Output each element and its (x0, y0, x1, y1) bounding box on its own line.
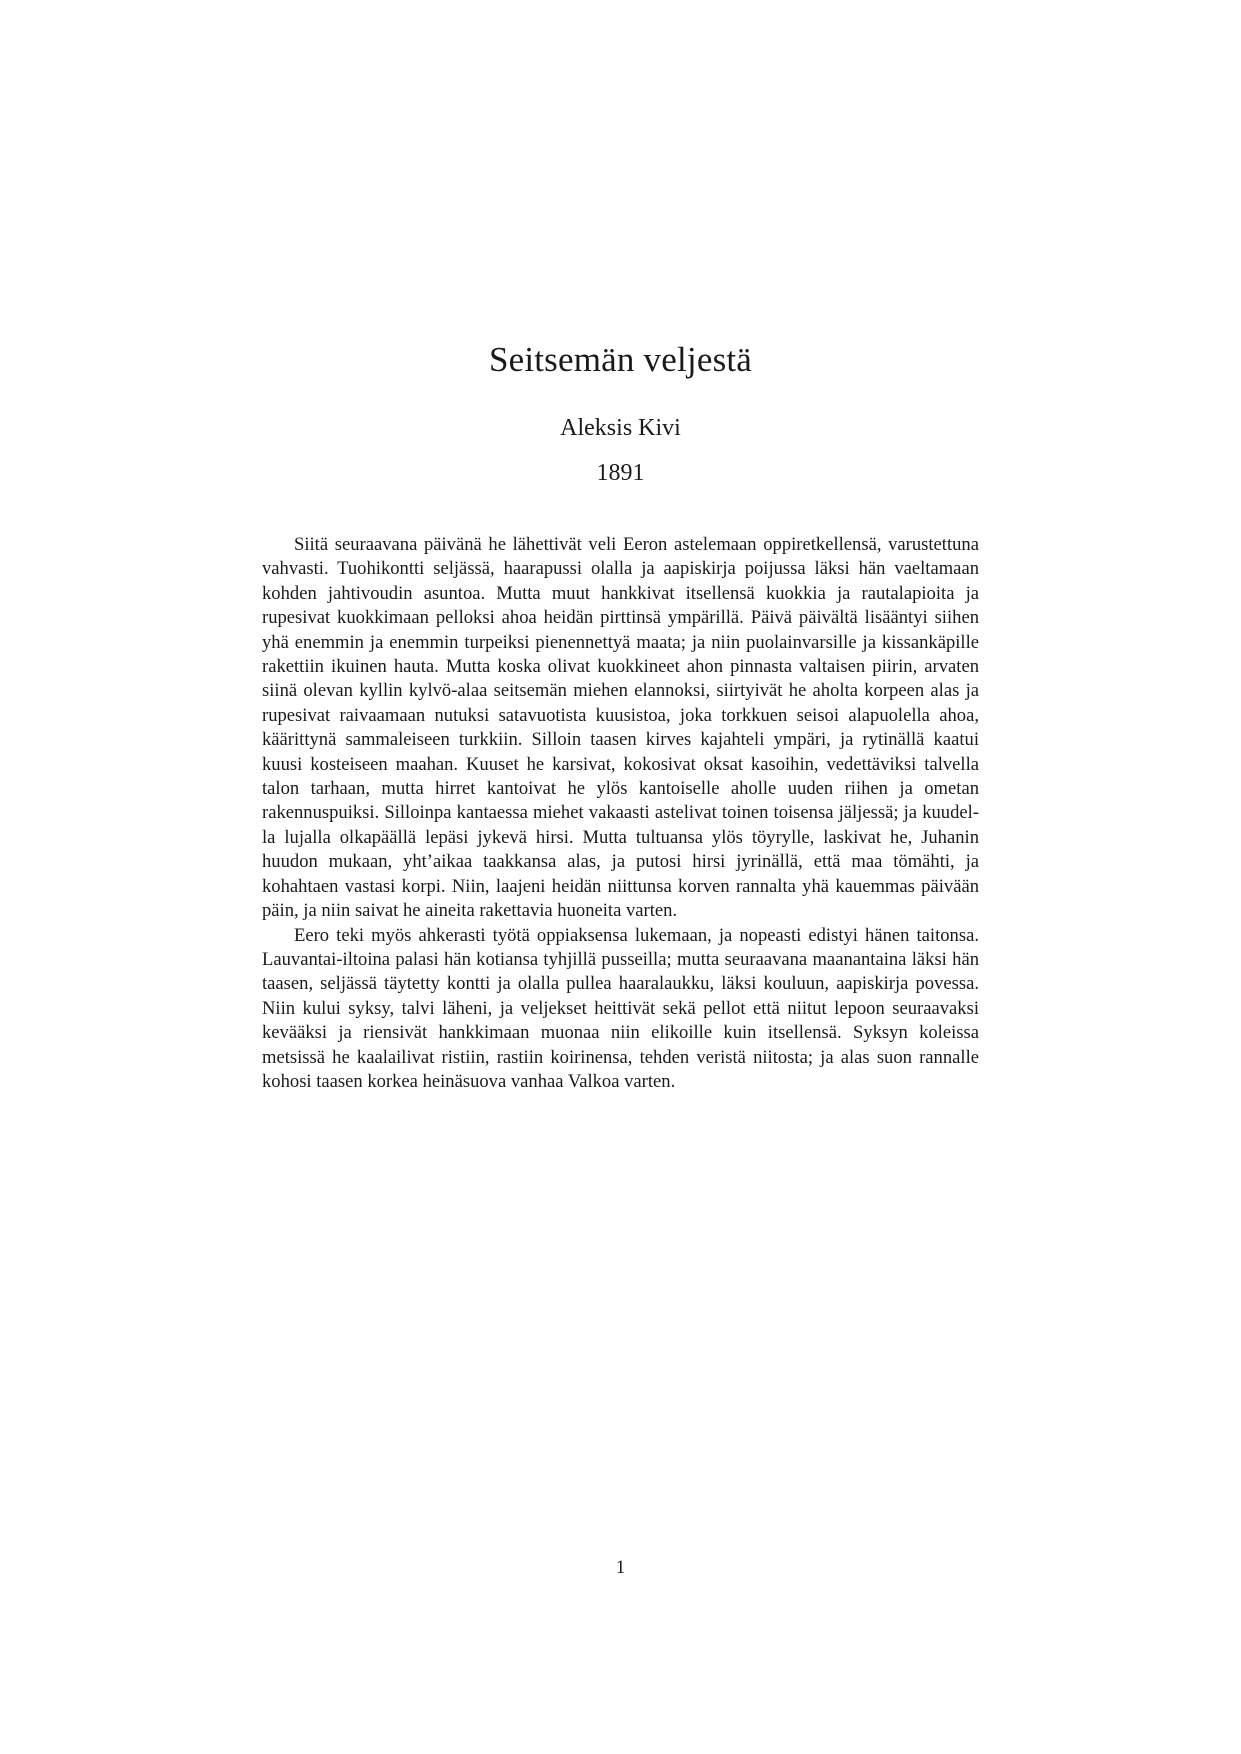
paragraph: Eero teki myös ahkerasti työtä oppiaksensa lukemaan, ja nopeasti edistyi hänen taitonsa. Lauvantai-iltoina palasi hän kotiansa tyhjillä pusseilla; mutta seuraavana maanantaina läksi hän taasen, seljässä täytetty kontti ja olalla pullea haaralaukku, läksi kouluun, aapiskirja povessa. Niin kului syksy, talvi läheni, ja veljekset heittivät sekä pellot että niitut lepoon seuraavaksi kevääksi ja riensivät hankkimaan muonaa niin elikoille kuin itsellensä. Syksyn koleissa metsissä he kaalailivat ristiin, rastiin koirinensa, tehden veristä niitosta; ja alas suon rannalle kohosi taasen korkea heinäsuova vanhaa Valkoa varten. (262, 924, 979, 1092)
paragraph: Siitä seuraavana päivänä he lähettivät veli Eeron astelemaan oppiretkellensä, varustettuna vahvasti. Tuohikontti seljässä, haarapussi olalla ja aapiskirja poijussa läksi hän vaeltamaan kohden jahtivoudin asuntoa. Mutta muut hankkivat itsellensä kuokkia ja rautalapioita ja rupesivat kuokkimaan pelloksi ahoa heidän pirttinsä ympärillä. Päivä päivältä lisääntyi siihen yhä enemmin ja enemmin turpeiksi pienennettyä maata; ja niin puolainvarsille ja kissankäpille rakettiin ikuinen hauta. Mutta koska olivat kuokkineet ahon pinnasta valtaisen piirin, arvaten siinä olevan kyllin kylvö-alaa seitsemän miehen elannoksi, siirtyivät he aholta korpeen alas ja rupesivat raivaamaan nutuksi satavuotista kuusistoa, joka torkkuen seisoi alapuolella ahoa, käärittynä sammaleiseen turkkiin. Silloin taasen kirves kajahteli ympäri, ja rytinällä kaatui kuusi kosteiseen maahan. Kuuset he karsivat, kokosivat oksat kasoihin, vedettäviksi talvella talon tarhaan, mutta hirret kantoivat he ylös kantoiselle aholle uuden riihen ja ometan rakennuspuiksi. Silloinpa kantaessa miehet vakaasti astelivat toinen toisensa jäljessä; ja kuudella lujalla olkapäällä lepäsi jykevä hirsi. Mutta tultuansa ylös töyrylle, laskivat he, Juhanin huudon mukaan, yht’aikaa taakkansa alas, ja putosi hirsi jyrinällä, että maa tömähti, ja kohahtaen vastasi korpi. Niin, laajeni heidän niittunsa korven rannalta yhä kauemmas päivään päin, ja niin saivat he aineita rakettavia huoneita varten. (262, 534, 979, 922)
document-title: Seitsemän veljestä (488, 340, 753, 379)
body-text (262, 533, 979, 1094)
page-number: 1 (615, 1557, 626, 1578)
document-date: 1891 (596, 460, 645, 486)
document-author: Aleksis Kivi (560, 415, 681, 441)
